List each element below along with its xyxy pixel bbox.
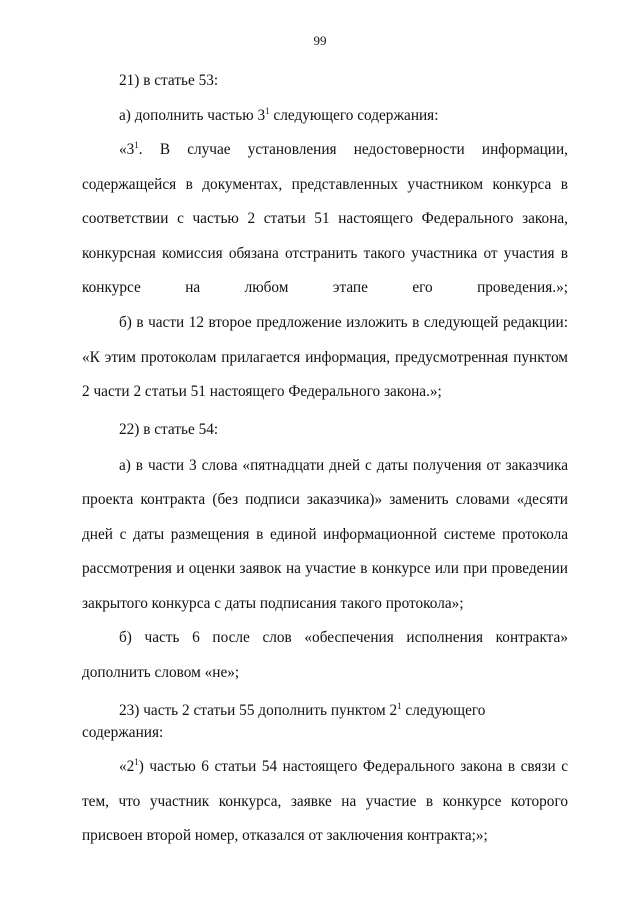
item-22a-text: а) в части 3 слова «пятнадцати дней с даты получения от заказчика проекта контракта (без подписи заказчика)» заменить словами «десяти дней с даты размещения в единой информационной системе протокола рассмотрения и оценки заявок на участие в конкурсе или при проведении закрытого конкурса с даты подписания такого протокола»; (82, 456, 568, 612)
quote-2-1-open: «2 (119, 758, 135, 775)
item-23 (82, 700, 568, 744)
item-21a-text-start: а) дополнить частью 3 (119, 107, 266, 124)
item-22b (82, 621, 568, 690)
quote-2-1-text: ) частью 6 статьи 54 настоящего Федерального закона в связи с тем, что участник конкурса, заявке на участие в конкурсе которого присвоен второй номер, отказался от заключения контракта;»; (82, 758, 568, 844)
item-23-quote (82, 750, 568, 854)
item-22 (82, 419, 568, 441)
quote-2-1-superscript: 1 (134, 757, 139, 767)
item-21a (82, 105, 568, 127)
quote-3-1-superscript: 1 (134, 140, 139, 150)
item-23-text-start: 23) часть 2 статьи 55 дополнить пунктом 2 (119, 702, 398, 719)
item-21a-superscript: 1 (265, 106, 270, 116)
item-21a-text-end: следующего содержания: (269, 107, 439, 124)
item-22a (82, 449, 568, 622)
item-21-text: 21) в статье 53: (119, 72, 219, 89)
item-21 (82, 70, 568, 92)
page-number: 99 (313, 33, 327, 48)
document-body (82, 70, 568, 854)
item-22b-text: б) часть 6 после слов «обеспечения исполнения контракта» дополнить словом «не»; (82, 629, 568, 681)
item-23-superscript: 1 (397, 701, 402, 711)
quote-3-1-text: . В случае установления недостоверности информации, содержащейся в документах, представленных участником конкурса в соответствии с частью 2 статьи 51 настоящего Федерального закона, конкурсная комиссия обязана отстранить такого участника от участия в конкурсе на любом этапе его проведения.»; (82, 141, 568, 296)
item-22-text: 22) в статье 54: (119, 420, 219, 438)
quote-3-1-open: «3 (119, 141, 135, 158)
item-21a-quote (82, 133, 568, 301)
item-21b (82, 306, 568, 410)
item-23-text-end: следующего содержания: (82, 702, 486, 741)
item-21b-text: б) в части 12 второе предложение изложить в следующей редакции: «К этим протоколам прилагается информация, предусмотренная пунктом 2 части 2 статьи 51 настоящего Федерального закона.»; (82, 314, 568, 400)
